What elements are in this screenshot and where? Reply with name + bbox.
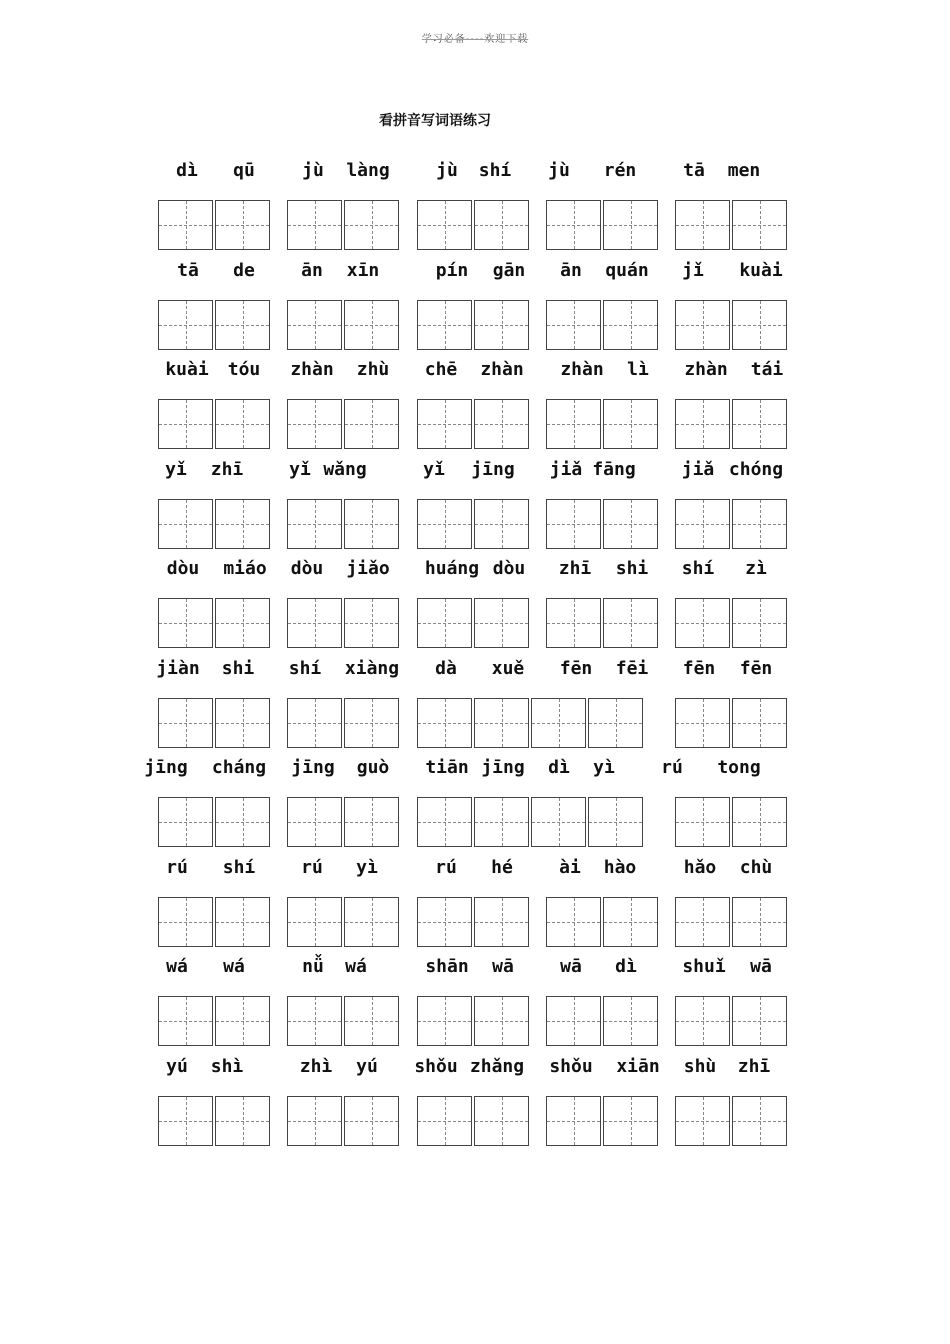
writing-cell[interactable] [287, 200, 342, 250]
pinyin-syllable: fēn [559, 657, 593, 679]
pinyin-syllable: zhàn [684, 359, 728, 380]
writing-cell[interactable] [344, 797, 399, 847]
writing-cell[interactable] [732, 897, 787, 947]
pinyin-syllable: yú [166, 1055, 188, 1077]
writing-cell[interactable] [732, 598, 787, 648]
writing-cell[interactable] [675, 598, 730, 648]
writing-cell[interactable] [603, 897, 658, 947]
writing-cell[interactable] [158, 200, 213, 250]
writing-cell[interactable] [732, 200, 787, 250]
writing-cell[interactable] [603, 300, 658, 350]
pinyin-syllable: yú [356, 1055, 378, 1077]
pinyin-syllable: shuǐ [682, 956, 726, 977]
writing-cell[interactable] [287, 897, 342, 947]
writing-cell[interactable] [675, 996, 730, 1046]
pinyin-syllable: ān [301, 259, 323, 281]
pinyin-syllable: shù [683, 1055, 717, 1077]
pinyin-syllable: shi [221, 657, 255, 679]
pinyin-syllable: fāng [592, 458, 636, 480]
writing-cell[interactable] [588, 797, 643, 847]
pinyin-syllable: jù [436, 160, 458, 181]
writing-cell[interactable] [603, 598, 658, 648]
pinyin-syllable: hǎo [683, 856, 717, 878]
writing-cell[interactable] [344, 996, 399, 1046]
writing-cell[interactable] [287, 996, 342, 1046]
pinyin-syllable: shí [288, 657, 322, 679]
writing-cell[interactable] [417, 300, 472, 350]
pinyin-syllable: men [727, 160, 761, 181]
writing-cell[interactable] [287, 1096, 342, 1146]
writing-cell[interactable] [675, 499, 730, 549]
pinyin-syllable: shǒu [414, 1055, 458, 1077]
pinyin-syllable: jiǎo [346, 558, 390, 579]
writing-cell[interactable] [675, 300, 730, 350]
pinyin-syllable: huáng [424, 558, 480, 579]
writing-cell[interactable] [158, 1096, 213, 1146]
pinyin-syllable: guò [356, 757, 390, 778]
pinyin-syllable: zhù [356, 359, 390, 380]
writing-cell[interactable] [287, 598, 342, 648]
pinyin-syllable: nǚ [302, 956, 324, 977]
writing-cell[interactable] [215, 499, 270, 549]
writing-cell[interactable] [158, 797, 213, 847]
writing-cell[interactable] [546, 598, 601, 648]
writing-cell[interactable] [546, 996, 601, 1046]
pinyin-syllable: jǐ [682, 259, 704, 281]
pinyin-syllable: jiǎ [681, 458, 715, 480]
pinyin-syllable: xuě [491, 657, 525, 679]
pinyin-syllable: ān [560, 259, 582, 281]
writing-cell[interactable] [215, 897, 270, 947]
pinyin-syllable: miáo [223, 558, 267, 579]
writing-cell[interactable] [474, 598, 529, 648]
pinyin-syllable: wá [166, 956, 188, 977]
writing-cell[interactable] [732, 698, 787, 748]
pinyin-syllable: wǎng [323, 458, 367, 480]
pinyin-syllable: hào [603, 856, 637, 878]
pinyin-syllable: làng [346, 160, 390, 181]
writing-cell[interactable] [158, 399, 213, 449]
writing-cell[interactable] [287, 300, 342, 350]
writing-cell[interactable] [675, 399, 730, 449]
pinyin-syllable: jù [548, 160, 570, 181]
writing-cell[interactable] [287, 399, 342, 449]
pinyin-syllable: zhī [558, 558, 592, 579]
pinyin-syllable: xīn [346, 259, 380, 281]
pinyin-syllable: chù [739, 856, 773, 878]
pinyin-syllable: jù [302, 160, 324, 181]
writing-cell[interactable] [417, 897, 472, 947]
writing-cell[interactable] [417, 399, 472, 449]
pinyin-syllable: shǒu [549, 1055, 593, 1077]
pinyin-syllable: jīng [481, 757, 525, 778]
pinyin-syllable: fēn [682, 657, 716, 679]
pinyin-syllable: jīng [471, 458, 515, 480]
writing-cell[interactable] [287, 698, 342, 748]
pinyin-syllable: wā [560, 956, 582, 977]
writing-cell[interactable] [417, 698, 472, 748]
pinyin-syllable: hé [491, 856, 513, 878]
pinyin-syllable: chē [424, 359, 458, 380]
writing-cell[interactable] [215, 698, 270, 748]
pinyin-syllable: kuài [165, 359, 209, 380]
pinyin-syllable: qū [233, 160, 255, 181]
pinyin-syllable: shí [222, 856, 256, 878]
pinyin-syllable: dà [435, 657, 457, 679]
pinyin-syllable: shi [615, 558, 649, 579]
pinyin-syllable: dì [615, 956, 637, 977]
pinyin-syllable: dòu [166, 558, 200, 579]
pinyin-syllable: yì [593, 757, 615, 778]
writing-cell[interactable] [474, 200, 529, 250]
writing-cell[interactable] [675, 897, 730, 947]
writing-cell[interactable] [474, 300, 529, 350]
writing-cell[interactable] [732, 996, 787, 1046]
writing-cell[interactable] [215, 1096, 270, 1146]
pinyin-syllable: yǐ [289, 458, 311, 480]
pinyin-syllable: zhàn [560, 359, 604, 380]
writing-cell[interactable] [344, 399, 399, 449]
writing-cell[interactable] [215, 996, 270, 1046]
writing-cell[interactable] [158, 698, 213, 748]
pinyin-syllable: pín [435, 259, 469, 281]
writing-cell[interactable] [474, 797, 529, 847]
writing-cell[interactable] [675, 200, 730, 250]
pinyin-syllable: tā [177, 259, 199, 281]
writing-cell[interactable] [417, 200, 472, 250]
pinyin-syllable: jīng [144, 757, 188, 778]
pinyin-syllable: quán [605, 259, 649, 281]
writing-cell[interactable] [732, 300, 787, 350]
pinyin-syllable: fēn [739, 657, 773, 679]
writing-cell[interactable] [215, 399, 270, 449]
writing-cell[interactable] [158, 996, 213, 1046]
writing-cell[interactable] [417, 1096, 472, 1146]
writing-cell[interactable] [344, 598, 399, 648]
writing-cell[interactable] [474, 698, 529, 748]
pinyin-syllable: dì [176, 160, 198, 181]
writing-cell[interactable] [546, 399, 601, 449]
pinyin-syllable: shí [478, 160, 512, 181]
writing-cell[interactable] [417, 797, 472, 847]
writing-cell[interactable] [474, 897, 529, 947]
pinyin-syllable: jiàn [156, 657, 200, 679]
writing-cell[interactable] [215, 300, 270, 350]
pinyin-syllable: tā [683, 160, 705, 181]
pinyin-syllable: zhàn [480, 359, 524, 380]
writing-cell[interactable] [531, 797, 586, 847]
pinyin-syllable: xiàng [344, 657, 400, 679]
pinyin-syllable: tiān [425, 757, 469, 778]
writing-cell[interactable] [732, 499, 787, 549]
pinyin-syllable: zhǎng [469, 1055, 525, 1077]
writing-cell[interactable] [215, 200, 270, 250]
writing-cell[interactable] [344, 300, 399, 350]
writing-cell[interactable] [603, 996, 658, 1046]
writing-cell[interactable] [417, 499, 472, 549]
pinyin-syllable: jīng [291, 757, 335, 778]
writing-cell[interactable] [158, 897, 213, 947]
pinyin-syllable: rén [603, 160, 637, 181]
page-header: 学习必备----欢迎下载 [421, 34, 529, 45]
writing-cell[interactable] [603, 1096, 658, 1146]
pinyin-syllable: shí [681, 558, 715, 579]
pinyin-syllable: wā [750, 956, 772, 977]
writing-cell[interactable] [215, 598, 270, 648]
writing-cell[interactable] [732, 399, 787, 449]
writing-cell[interactable] [474, 996, 529, 1046]
writing-cell[interactable] [603, 200, 658, 250]
pinyin-syllable: rú [166, 856, 188, 878]
writing-cell[interactable] [417, 996, 472, 1046]
pinyin-syllable: xiān [616, 1055, 660, 1077]
pinyin-syllable: dòu [492, 558, 526, 579]
writing-cell[interactable] [531, 698, 586, 748]
writing-cell[interactable] [287, 797, 342, 847]
writing-cell[interactable] [417, 598, 472, 648]
writing-cell[interactable] [158, 300, 213, 350]
pinyin-syllable: shān [425, 956, 469, 977]
writing-cell[interactable] [732, 797, 787, 847]
pinyin-syllable: shì [210, 1055, 244, 1077]
pinyin-syllable: zì [745, 558, 767, 579]
pinyin-syllable: rú [301, 856, 323, 878]
writing-cell[interactable] [603, 499, 658, 549]
pinyin-syllable: rú [661, 757, 683, 778]
writing-cell[interactable] [474, 399, 529, 449]
pinyin-syllable: gān [492, 259, 526, 281]
pinyin-syllable: de [233, 259, 255, 281]
writing-cell[interactable] [732, 1096, 787, 1146]
pinyin-syllable: wá [345, 956, 367, 977]
writing-cell[interactable] [588, 698, 643, 748]
pinyin-syllable: yǐ [423, 458, 445, 480]
writing-cell[interactable] [344, 200, 399, 250]
writing-cell[interactable] [287, 499, 342, 549]
pinyin-syllable: cháng [211, 757, 267, 778]
pinyin-syllable: jiǎ [549, 458, 583, 480]
writing-cell[interactable] [474, 1096, 529, 1146]
page-title: 看拼音写词语练习 [379, 113, 491, 129]
writing-cell[interactable] [546, 499, 601, 549]
pinyin-syllable: ài [559, 856, 581, 878]
writing-cell[interactable] [603, 399, 658, 449]
writing-cell[interactable] [344, 499, 399, 549]
writing-cell[interactable] [546, 897, 601, 947]
pinyin-syllable: tóu [227, 359, 261, 380]
writing-cell[interactable] [675, 698, 730, 748]
pinyin-syllable: rú [435, 856, 457, 878]
pinyin-syllable: dì [548, 757, 570, 778]
writing-cell[interactable] [474, 499, 529, 549]
pinyin-syllable: chóng [728, 458, 784, 480]
writing-cell[interactable] [546, 200, 601, 250]
writing-cell[interactable] [158, 499, 213, 549]
pinyin-syllable: fēi [615, 657, 649, 679]
pinyin-syllable: tái [750, 359, 784, 380]
pinyin-syllable: tong [717, 757, 761, 778]
writing-cell[interactable] [344, 897, 399, 947]
pinyin-syllable: kuài [739, 259, 783, 281]
pinyin-syllable: zhì [299, 1055, 333, 1077]
pinyin-syllable: yì [356, 856, 378, 878]
writing-cell[interactable] [546, 300, 601, 350]
writing-cell[interactable] [158, 598, 213, 648]
writing-cell[interactable] [675, 797, 730, 847]
pinyin-syllable: zhàn [290, 359, 334, 380]
pinyin-syllable: wá [223, 956, 245, 977]
writing-cell[interactable] [344, 698, 399, 748]
writing-cell[interactable] [215, 797, 270, 847]
writing-cell[interactable] [675, 1096, 730, 1146]
writing-cell[interactable] [344, 1096, 399, 1146]
pinyin-syllable: yǐ [165, 458, 187, 480]
pinyin-syllable: lì [627, 359, 649, 380]
pinyin-syllable: zhī [737, 1055, 771, 1077]
pinyin-syllable: wā [492, 956, 514, 977]
pinyin-syllable: dòu [290, 558, 324, 579]
pinyin-syllable: zhī [210, 458, 244, 480]
writing-cell[interactable] [546, 1096, 601, 1146]
